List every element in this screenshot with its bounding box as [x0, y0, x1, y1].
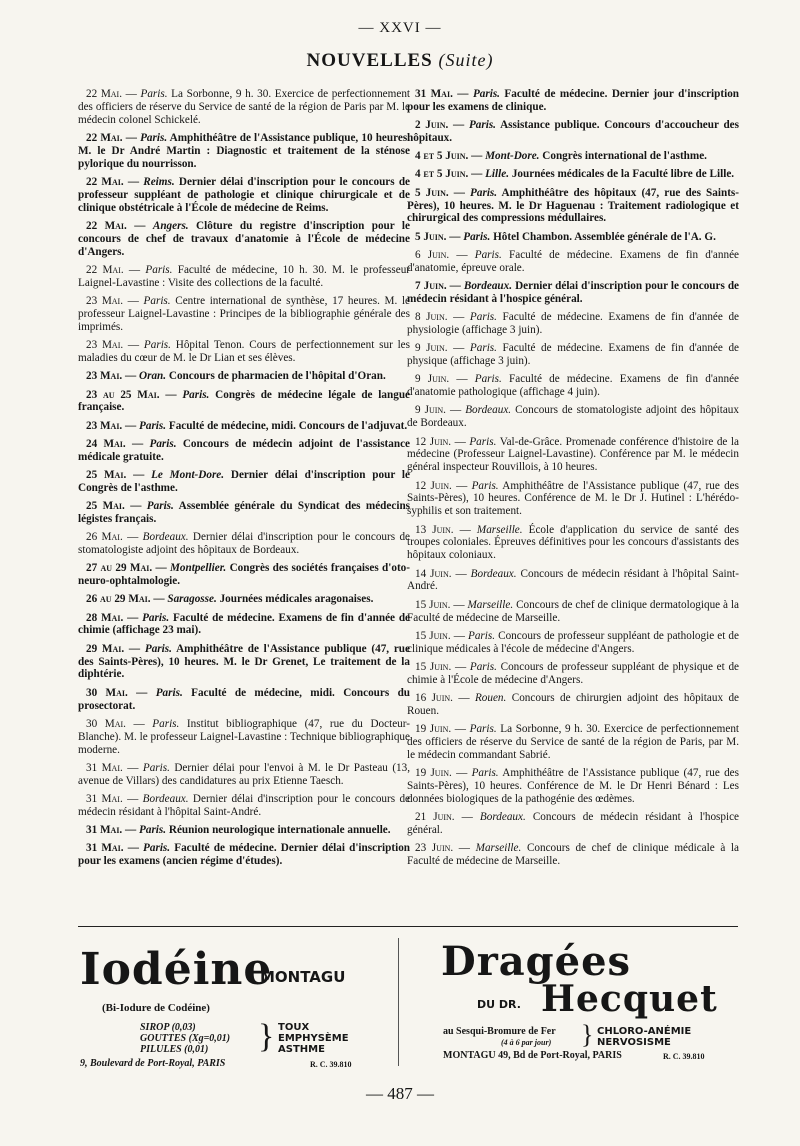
entry-date: 28 Mai. — [86, 611, 124, 624]
entry-text: Faculté de médecine, midi. Concours de l'adjuvat. — [168, 419, 408, 432]
entry-date: 23 Mai. — [86, 370, 123, 383]
entry-place: Paris. — [474, 248, 502, 261]
entry-text: Congrès international de l'asthme. — [542, 150, 707, 163]
entry-text: Dernier délai d'inscription pour le concours de professeur suppléant de pathologie et clinique chirurgicale et de clinique obstétricale à l'École de médecine de Reims. — [78, 176, 411, 214]
entry-place: Bordeaux. — [463, 279, 513, 292]
entry-text: Concours de pharmacien de l'hôpital d'Oran. — [168, 370, 386, 383]
entry-date: 13 Juin. — [415, 523, 454, 536]
news-entry: 5 Juin. — Paris. Amphithéâtre des hôpitaux (47, rue des Saints-Pères), 10 heures. M. le Dr Haguenau : Traitement radiologique et chirurgical des compressions médullaires. — [407, 186, 739, 225]
entry-text: La Sorbonne, 9 h. 30. Exercice de perfectionnement des officiers de réserve du Service de santé de la région de Paris par M. le médecin colonel Schickelé. — [78, 88, 411, 126]
news-entry: 27 au 29 Mai. — Montpellier. Congrès des sociétés françaises d'oto-neuro-ophtalmologie. — [78, 562, 410, 588]
entry-text: Faculté de médecine. Examens de fin d'année d'anatomie pathologique (affichage 4 juin). — [407, 373, 740, 399]
entry-text: Faculté de médecine. Examens de fin d'année d'anatomie, épreuve orale. — [407, 248, 740, 274]
entry-date: 22 Mai. — [86, 176, 124, 189]
entry-place: Paris. — [140, 132, 168, 145]
dragees-composition: au Sesqui-Bromure de Fer — [443, 1026, 556, 1037]
news-entry: 25 Mai. — Le Mont-Dore. Dernier délai d'inscription pour le Congrès de l'asthme. — [78, 468, 410, 494]
entry-date: 31 Mai. — [86, 792, 123, 805]
entry-place: Paris. — [469, 660, 497, 673]
entry-place: Marseille. — [467, 598, 514, 611]
entry-date: 30 Mai. — [86, 686, 128, 699]
entry-place: Paris. — [469, 311, 497, 324]
entry-date: 23 Mai. — [86, 419, 123, 432]
entry-date: 2 Juin. — [415, 119, 449, 132]
entry-date: 9 Juin. — [415, 342, 448, 355]
entry-place: Angers. — [152, 220, 189, 233]
entry-date: 25 Mai. — [86, 468, 127, 481]
entry-text: École d'application du service de santé des troupes coloniales. Épreuves définitives pour les concours d'assistants des hôpitaux coloniaux. — [407, 523, 740, 562]
entry-place: Paris. — [468, 119, 496, 132]
entry-date: 9 Juin. — [415, 373, 450, 386]
news-entry: 22 Mai. — Angers. Clôture du registre d'inscription pour le concours de chef de travaux d'anatomie à l'École de médecine d'Angers. — [78, 220, 411, 258]
news-entry: 22 Mai. — Paris. Amphithéâtre de l'Assistance publique, 10 heures. M. le Dr André Martin : Diagnostic et traitement de la sténose pylorique du nourrisson. — [78, 132, 410, 170]
entry-text: Réunion neurologique internationale annuelle. — [168, 824, 391, 837]
dragees-advertisement — [413, 938, 743, 1070]
iodeine-indication: ASTHME — [278, 1044, 325, 1055]
entry-text: Concours de chef de clinique médicale à la Faculté de médecine de Marseille. — [407, 842, 740, 868]
entry-text: Congrès des sociétés françaises d'oto-neuro-ophtalmologie. — [78, 562, 410, 588]
entry-text: Concours de chirurgien adjoint des hôpitaux de Rouen. — [407, 691, 740, 717]
entry-date: 31 Mai. — [86, 824, 123, 837]
entry-text: Assistance publique. Concours d'accoucheur des hôpitaux. — [407, 119, 739, 145]
dragees-indication: NERVOSISME — [597, 1037, 671, 1048]
news-entry: 30 Mai. — Paris. Faculté de médecine, midi. Concours du prosectorat. — [78, 686, 411, 712]
entry-date: 22 Mai. — [86, 88, 123, 100]
iodeine-advertisement — [80, 938, 380, 1070]
entry-place: Rouen. — [474, 691, 507, 704]
news-entry: 12 Juin. — Paris. Val-de-Grâce. Promenade conférence d'histoire de la médecine (Professeur Laignel-Lavastine). Conférence par M. le médecin général inspecteur Rouvillois, à 10 heures. — [407, 435, 739, 474]
iodeine-brand: Iodéine — [80, 944, 273, 995]
news-entry: 24 Mai. — Paris. Concours de médecin adjoint de l'assistance médicale gratuite. — [78, 437, 411, 463]
entry-place: Paris. — [474, 373, 502, 386]
entry-date: 7 Juin. — [415, 279, 447, 292]
entry-text: Dernier délai d'inscription pour le Congrès de l'asthme. — [78, 468, 410, 494]
dragees-du-dr: DU DR. — [477, 998, 521, 1011]
section-title-text: NOUVELLES — [306, 50, 433, 71]
entry-place: Paris. — [471, 479, 499, 492]
advertisement-divider — [78, 926, 738, 927]
entry-date: 5 Juin. — [415, 186, 449, 199]
page-folio: — XXVI — — [358, 20, 442, 36]
entry-date: 19 Juin. — [415, 723, 452, 736]
entry-date: 4 et 5 Juin. — [415, 150, 469, 163]
entry-date: 22 Mai. — [86, 132, 123, 145]
entry-place: Paris. — [145, 264, 173, 277]
news-entry: 26 au 29 Mai. — Saragosse. Journées médicales aragonaises. — [86, 593, 374, 606]
entry-date: 12 Juin. — [415, 435, 452, 448]
news-entry: 31 Mai. — Paris. Faculté de médecine. Dernier jour d'inscription pour les examens de clinique. — [407, 88, 740, 113]
dragees-indications — [597, 1026, 691, 1048]
entry-text: Clôture du registre d'inscription pour le concours de chef de travaux d'anatomie à l'École de médecine d'Angers. — [78, 220, 411, 258]
entry-text: Journées médicales de la Faculté libre de Lille. — [511, 168, 735, 181]
entry-text: Val-de-Grâce. Promenade conférence d'histoire de la médecine (Professeur Laignel-Lavastine). Conférence par M. le médecin général inspecteur Rouvillois, à 10 heures. — [407, 435, 739, 474]
entry-place: Paris. — [144, 642, 172, 655]
entry-text: Faculté de médecine, midi. Concours du prosectorat. — [78, 686, 411, 712]
entry-text: Concours de médecin adjoint de l'assistance médicale gratuite. — [78, 437, 411, 463]
entry-date: 23 Mai. — [86, 295, 124, 308]
iodeine-registration: R. C. 39.810 — [310, 1060, 352, 1069]
news-entry: 13 Juin. — Marseille. École d'application du service de santé des troupes coloniales. Épreuves définitives pour les concours d'assistants des hôpitaux coloniaux. — [407, 523, 740, 562]
entry-text: Faculté de médecine. Examens de fin d'année de physiologie (affichage 3 juin). — [407, 311, 740, 336]
news-entry: 5 Juin. — Paris. Hôtel Chambon. Assemblée générale de l'A. G. — [415, 230, 716, 243]
news-column-left — [78, 88, 410, 873]
iodeine-maker: MONTAGU — [260, 968, 346, 986]
entry-text: Concours de médecin résidant à l'hospice général. — [407, 811, 740, 837]
news-entry: 9 Juin. — Paris. Faculté de médecine. Examens de fin d'année d'anatomie pathologique (affichage 4 juin). — [407, 373, 740, 399]
news-entry: 30 Mai. — Paris. Institut bibliographique (47, rue du Docteur-Blanche). M. le professeur Laignel-Lavastine : Technique bibliographique moderne. — [78, 717, 411, 756]
entry-place: Paris. — [469, 435, 497, 448]
entry-date: 31 Mai. — [86, 842, 124, 855]
entry-date: 23 Juin. — [415, 842, 454, 855]
entry-date: 12 Juin. — [415, 479, 452, 492]
entry-place: Bordeaux. — [479, 811, 526, 824]
entry-text: Concours de médecin résidant à l'hôpital Saint-André. — [407, 567, 740, 593]
entry-date: 16 Juin. — [415, 691, 453, 704]
news-entry: 23 Juin. — Marseille. Concours de chef de clinique médicale à la Faculté de médecine de Marseille. — [407, 842, 740, 868]
entry-date: 22 Mai. — [86, 264, 124, 277]
entry-date: 15 Juin. — [415, 660, 452, 673]
news-entry: 15 Juin. — Paris. Concours de professeur suppléant de physique et de chimie à l'École de médecine d'Angers. — [407, 660, 740, 686]
entry-text: Amphithéâtre de l'Assistance publique (47, rue des Saints-Pères), 10 heures. Conférence de M. le Dr Henri Bénard : Les données biologiques de la pathogénie des œdèmes. — [407, 767, 739, 805]
entry-text: La Sorbonne, 9 h. 30. Exercice de perfectionnement des officiers de réserve du Service de santé de la région de Paris, par M. le médecin commandant Sabrié. — [407, 723, 740, 761]
news-entry: 4 et 5 Juin. — Mont-Dore. Congrès international de l'asthme. — [415, 150, 707, 163]
entry-text: Amphithéâtre de l'Assistance publique, 10 heures. M. le Dr André Martin : Diagnostic et traitement de la sténose pylorique du nourrisson. — [78, 132, 410, 170]
entry-place: Paris. — [139, 419, 167, 432]
news-entry: 9 Juin. — Bordeaux. Concours de stomatologiste adjoint des hôpitaux de Bordeaux. — [407, 404, 739, 430]
iodeine-form: PILULES (0,01) — [140, 1044, 209, 1055]
iodeine-indication: TOUX — [278, 1022, 310, 1033]
news-entry: 21 Juin. — Bordeaux. Concours de médecin résidant à l'hospice général. — [407, 811, 740, 837]
entry-place: Bordeaux. — [142, 531, 189, 544]
entry-text: Dernier délai d'inscription pour le concours de stomatologiste adjoint des hôpitaux de Bordeaux. — [78, 531, 411, 557]
entry-text: Faculté de médecine. Examens de fin d'année de chimie (affichage 23 mai). — [78, 611, 411, 637]
news-entry: 23 au 25 Mai. — Paris. Congrès de médecine légale de langue française. — [78, 388, 411, 414]
news-entry: 9 Juin. — Paris. Faculté de médecine. Examens de fin d'année de physique (affichage 3 juin). — [407, 342, 740, 368]
dragees-dose: (4 à 6 par jour) — [501, 1038, 552, 1047]
entry-place: Paris. — [152, 717, 180, 730]
entry-date: 25 Mai. — [86, 500, 125, 513]
entry-date: 8 Juin. — [415, 311, 448, 324]
entry-text: Dernier délai d'inscription pour le concours de médecin résidant à l'hôpital Saint-André. — [78, 792, 411, 818]
entry-date: 5 Juin. — [415, 230, 447, 243]
entry-date: 15 Juin. — [415, 629, 451, 642]
iodeine-indication: EMPHYSÈME — [278, 1033, 349, 1044]
news-entry: 26 Mai. — Bordeaux. Dernier délai d'inscription pour le concours de stomatologiste adjoint des hôpitaux de Bordeaux. — [78, 531, 411, 557]
entry-place: Marseille. — [475, 842, 522, 855]
entry-place: Paris. — [470, 186, 498, 199]
entry-place: Montpellier. — [169, 562, 227, 575]
section-title-suffix: (Suite) — [438, 50, 494, 70]
entry-date: 31 Mai. — [415, 88, 453, 100]
entry-date: 24 Mai. — [86, 437, 126, 450]
news-column-right — [407, 88, 739, 873]
entry-text: Amphithéâtre de l'Assistance publique (47, rue des Saints-Pères), 10 heures. Conférence de M. le Dr J. Hutinel : L'hérédo-syphilis et son traitement. — [407, 479, 739, 518]
entry-place: Paris. — [467, 629, 496, 642]
news-entry: 6 Juin. — Paris. Faculté de médecine. Examens de fin d'année d'anatomie, épreuve orale. — [407, 248, 740, 274]
entry-place: Paris. — [469, 342, 497, 355]
entry-place: Paris. — [139, 824, 167, 837]
entry-place: Marseille. — [476, 523, 523, 536]
entry-date: 23 Mai. — [86, 339, 124, 352]
entry-date: 9 Juin. — [415, 404, 446, 417]
entry-place: Paris. — [469, 723, 497, 736]
entry-date: 4 et 5 Juin. — [415, 168, 469, 181]
entry-text: Journées médicales aragonaises. — [219, 593, 374, 606]
news-entry: 31 Mai. — Bordeaux. Dernier délai d'inscription pour le concours de médecin résidant à l'hôpital Saint-André. — [78, 792, 411, 818]
entry-text: Dernier délai pour l'envoi à M. le Dr Pasteau (13, avenue de Villars) des candidatures au prix Etienne Taesch. — [78, 761, 411, 787]
entry-text: Dernier délai d'inscription pour le concours de médecin résidant à l'hospice général. — [407, 279, 740, 305]
entry-text: Faculté de médecine. Dernier jour d'inscription pour les examens de clinique. — [407, 88, 740, 113]
entry-date: 19 Juin. — [415, 767, 452, 780]
entry-place: Paris. — [149, 437, 177, 450]
entry-text: Concours de professeur suppléant de physique et de chimie à l'École de médecine d'Angers. — [407, 660, 740, 686]
dragees-indication: CHLORO-ANÉMIE — [597, 1026, 692, 1037]
entry-text: Faculté de médecine. Examens de fin d'année de physique (affichage 3 juin). — [407, 342, 740, 368]
dragees-address: MONTAGU 49, Bd de Port-Royal, PARIS — [443, 1050, 622, 1061]
news-entry: 28 Mai. — Paris. Faculté de médecine. Examens de fin d'année de chimie (affichage 23 mai). — [78, 611, 411, 637]
news-entry: 8 Juin. — Paris. Faculté de médecine. Examens de fin d'année de physiologie (affichage 3 juin). — [407, 311, 740, 336]
entry-text: Concours de stomatologiste adjoint des hôpitaux de Bordeaux. — [407, 404, 739, 430]
entry-place: Paris. — [182, 388, 210, 401]
news-entry: 23 Mai. — Paris. Hôpital Tenon. Cours de perfectionnement sur les maladies du cœur de M. le Dr Lian et ses élèves. — [78, 339, 411, 365]
dragees-doctor: Hecquet — [541, 978, 718, 1020]
entry-text: Concours de professeur suppléant de pathologie et de clinique médicales à l'école de médecine d'Angers. — [407, 629, 739, 655]
entry-place: Le Mont-Dore. — [151, 468, 225, 481]
dragees-registration: R. C. 39.810 — [663, 1052, 705, 1061]
entry-place: Paris. — [143, 842, 171, 855]
news-entry: 7 Juin. — Bordeaux. Dernier délai d'inscription pour le concours de médecin résidant à l'hospice général. — [407, 279, 740, 305]
news-entry: 2 Juin. — Paris. Assistance publique. Concours d'accoucheur des hôpitaux. — [407, 119, 739, 145]
entry-text: Congrès de médecine légale de langue française. — [78, 388, 411, 414]
entry-text: Assemblée générale du Syndicat des médecins légistes français. — [78, 500, 411, 525]
iodeine-subtitle: (Bi-Iodure de Codéine) — [102, 1002, 210, 1014]
news-entry: 31 Mai. — Paris. Dernier délai pour l'envoi à M. le Dr Pasteau (13, avenue de Villars) des candidatures au prix Etienne Taesch. — [78, 761, 411, 787]
entry-place: Paris. — [142, 611, 170, 624]
entry-date: 6 Juin. — [415, 248, 450, 261]
entry-place: Reims. — [143, 176, 175, 189]
entry-place: Saragosse. — [167, 593, 217, 606]
entry-place: Paris. — [463, 230, 491, 243]
news-entry: 31 Mai. — Paris. Réunion neurologique internationale annuelle. — [86, 824, 391, 837]
entry-place: Paris. — [471, 767, 499, 780]
entry-date: 21 Juin. — [415, 811, 455, 824]
news-entry: 29 Mai. — Paris. Amphithéâtre de l'Assistance publique (47, rue des Saints-Pères), 10 heures. M. le Dr Grenet, Le traitement de la diphtérie. — [78, 642, 410, 681]
news-entry: 31 Mai. — Paris. Faculté de médecine. Dernier délai d'inscription pour les examens (ancien régime d'études). — [78, 842, 411, 868]
entry-text: Centre international de synthèse, 17 heures. M. le professeur Laignel-Lavastine : Principes de la bibliographie générale des imprimés. — [78, 295, 411, 333]
entry-date: 14 Juin. — [415, 567, 452, 580]
entry-text: Amphithéâtre de l'Assistance publique (47, rue des Saints-Pères), 10 heures. M. le Dr Grenet, Le traitement de la diphtérie. — [78, 642, 410, 681]
section-title — [0, 50, 800, 72]
iodeine-indications — [278, 1022, 349, 1055]
entry-date: 27 au 29 Mai. — [86, 562, 153, 575]
entry-date: 15 Juin. — [415, 598, 451, 611]
entry-place: Bordeaux. — [465, 404, 512, 417]
news-entry: 23 Mai. — Paris. Faculté de médecine, midi. Concours de l'adjuvat. — [86, 419, 408, 432]
entry-place: Paris. — [143, 295, 171, 308]
news-entry: 22 Mai. — Paris. Faculté de médecine, 10 h. 30. M. le professeur Laignel-Lavastine : Visite des collections de la faculté. — [78, 264, 411, 289]
news-entry: 23 Mai. — Paris. Centre international de synthèse, 17 heures. M. le professeur Laignel-Lavastine : Principes de la bibliographie générale des imprimés. — [78, 295, 411, 333]
entry-text: Faculté de médecine. Dernier délai d'inscription pour les examens (ancien régime d'études). — [78, 842, 411, 868]
entry-date: 23 au 25 Mai. — [86, 388, 160, 401]
entry-place: Paris. — [143, 339, 171, 352]
news-entry: 19 Juin. — Paris. Amphithéâtre de l'Assistance publique (47, rue des Saints-Pères), 10 heures. Conférence de M. le Dr Henri Bénard : Les données biologiques de la pathogénie des œdèmes. — [407, 767, 739, 805]
news-entry: 14 Juin. — Bordeaux. Concours de médecin résidant à l'hôpital Saint-André. — [407, 567, 740, 593]
news-entry: 22 Mai. — Reims. Dernier délai d'inscription pour le concours de professeur suppléant de pathologie et clinique chirurgicale et de clinique obstétricale à l'École de médecine de Reims. — [78, 176, 411, 214]
entry-date: 31 Mai. — [86, 761, 123, 774]
entry-date: 22 Mai. — [86, 220, 127, 233]
page-number: — 487 — — [366, 1084, 434, 1103]
news-entry: 22 Mai. — Paris. La Sorbonne, 9 h. 30. Exercice de perfectionnement des officiers de réserve du Service de santé de la région de Paris par M. le médecin colonel Schickelé. — [78, 88, 411, 126]
entry-text: Faculté de médecine, 10 h. 30. M. le professeur Laignel-Lavastine : Visite des collections de la faculté. — [78, 264, 411, 289]
entry-place: Paris. — [140, 88, 168, 100]
entry-date: 29 Mai. — [86, 642, 125, 655]
entry-place: Paris. — [472, 88, 500, 100]
brace-glyph: } — [258, 1018, 275, 1055]
iodeine-form: SIROP (0,03) — [140, 1022, 196, 1033]
brace-glyph: } — [581, 1020, 594, 1049]
news-entry: 12 Juin. — Paris. Amphithéâtre de l'Assistance publique (47, rue des Saints-Pères), 10 heures. Conférence de M. le Dr J. Hutinel : L'hérédo-syphilis et son traitement. — [407, 479, 739, 518]
news-entry: 25 Mai. — Paris. Assemblée générale du Syndicat des médecins légistes français. — [78, 500, 411, 525]
iodeine-form: GOUTTES (Xg=0,01) — [140, 1033, 231, 1044]
entry-text: Hôtel Chambon. Assemblée générale de l'A. G. — [493, 230, 716, 243]
entry-text: Institut bibliographique (47, rue du Docteur-Blanche). M. le professeur Laignel-Lavastine : Technique bibliographique moderne. — [78, 717, 411, 756]
news-entry: 23 Mai. — Oran. Concours de pharmacien de l'hôpital d'Oran. — [86, 370, 386, 383]
entry-text: Concours de chef de clinique dermatologique à la Faculté de médecine de Marseille. — [407, 598, 740, 624]
entry-place: Lille. — [485, 168, 510, 181]
entry-place: Bordeaux. — [470, 567, 517, 580]
advertisement-separator — [398, 938, 399, 1066]
news-entry: 16 Juin. — Rouen. Concours de chirurgien adjoint des hôpitaux de Rouen. — [407, 691, 740, 717]
iodeine-address: 9, Boulevard de Port-Royal, PARIS — [80, 1058, 226, 1069]
news-entry: 15 Juin. — Paris. Concours de professeur suppléant de pathologie et de clinique médicales à l'école de médecine d'Angers. — [407, 629, 739, 655]
news-entry: 4 et 5 Juin. — Lille. Journées médicales de la Faculté libre de Lille. — [415, 168, 735, 181]
entry-place: Paris. — [155, 686, 183, 699]
dragees-brand: Dragées — [441, 938, 632, 985]
entry-date: 26 au 29 Mai. — [86, 593, 151, 606]
entry-place: Mont-Dore. — [485, 150, 540, 163]
entry-date: 26 Mai. — [86, 531, 123, 544]
entry-date: 30 Mai. — [86, 717, 126, 730]
entry-place: Oran. — [139, 370, 167, 383]
entry-text: Amphithéâtre des hôpitaux (47, rue des Saints-Pères), 10 heures. M. le Dr Haguenau : Traitement radiologique et chirurgical des compressions médullaires. — [407, 186, 739, 225]
entry-text: Hôpital Tenon. Cours de perfectionnement sur les maladies du cœur de M. le Dr Lian et ses élèves. — [78, 339, 411, 365]
news-entry: 15 Juin. — Marseille. Concours de chef de clinique dermatologique à la Faculté de médecine de Marseille. — [407, 598, 740, 624]
news-entry: 19 Juin. — Paris. La Sorbonne, 9 h. 30. Exercice de perfectionnement des officiers de réserve du Service de santé de la région de Paris, par M. le médecin commandant Sabrié. — [407, 723, 740, 761]
entry-place: Paris. — [142, 761, 170, 774]
entry-place: Paris. — [146, 500, 174, 513]
iodeine-forms — [140, 1022, 230, 1055]
entry-place: Bordeaux. — [142, 792, 189, 805]
